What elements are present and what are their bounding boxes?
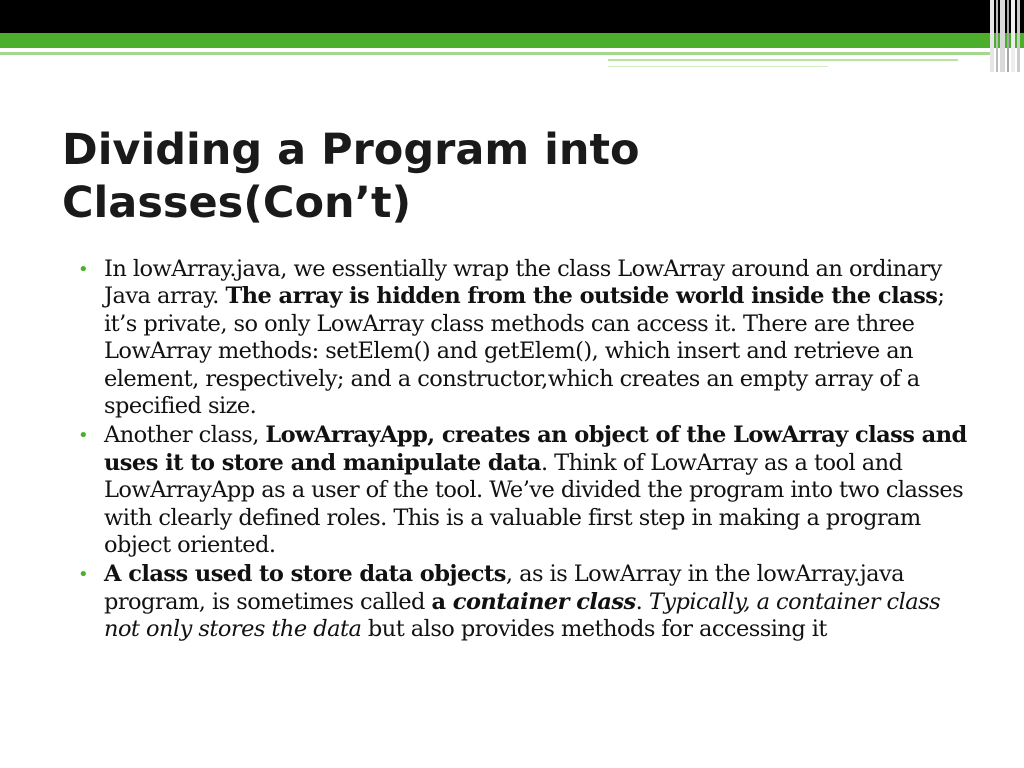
bullet-3-bold-article: a — [431, 588, 453, 615]
title-line-1: Dividing a Program into — [62, 125, 640, 175]
bullet-item-3 — [78, 561, 978, 643]
bullet-list — [78, 256, 978, 646]
green-rule-1 — [0, 52, 990, 55]
bullet-2-text-a: Another class, — [104, 422, 266, 449]
bullet-2-bold-phrase: LowArrayApp, creates an object of the LowArray class and uses it to store and manipulate data — [104, 422, 967, 476]
slide-title — [62, 124, 962, 230]
bullet-3-text-b: . — [635, 588, 649, 615]
bullet-1-bold-phrase: The array is hidden from the outside world inside the class — [225, 283, 938, 310]
top-black-bar — [0, 0, 1024, 33]
bullet-dot-icon: • — [78, 425, 89, 447]
green-rule-3 — [608, 66, 828, 67]
bullet-3-italic-phrase: Typically, a container class not only stores the data — [104, 588, 941, 643]
bullet-1-text-a: In lowArray.java, we essentially wrap the class LowArray around an ordinary Java array. — [104, 256, 942, 310]
bullet-item-1 — [78, 256, 978, 420]
bullet-item-2 — [78, 422, 978, 559]
top-green-band — [0, 33, 1024, 48]
bullet-dot-icon: • — [78, 564, 89, 586]
bullet-3-bold-italic-term: container class — [452, 588, 636, 615]
corner-stripes-decoration — [990, 0, 1024, 72]
bullet-2-text-b: . Think of LowArray as a tool and LowArrayApp as a user of the tool. We’ve divided the program into two classes with clearly defined roles. This is a valuable first step in making a program object oriented. — [104, 449, 964, 559]
bullet-dot-icon: • — [78, 259, 89, 280]
green-rule-2 — [608, 59, 958, 61]
bullet-3-text-c: but also provides methods for accessing it — [361, 616, 827, 643]
bullet-1-text-b: ; it’s private, so only LowArray class methods can access it. There are three LowArray methods: setElem() and getElem(), which insert and retrieve an element, respectively; and a constructor,which creates an empty array of a specified size. — [104, 283, 945, 420]
title-line-2: Classes(Con’t) — [62, 178, 412, 228]
bullet-3-text-a: , as is LowArray in the lowArray.java program, is sometimes called — [104, 561, 905, 615]
bullet-3-bold-phrase: A class used to store data objects — [104, 561, 506, 588]
